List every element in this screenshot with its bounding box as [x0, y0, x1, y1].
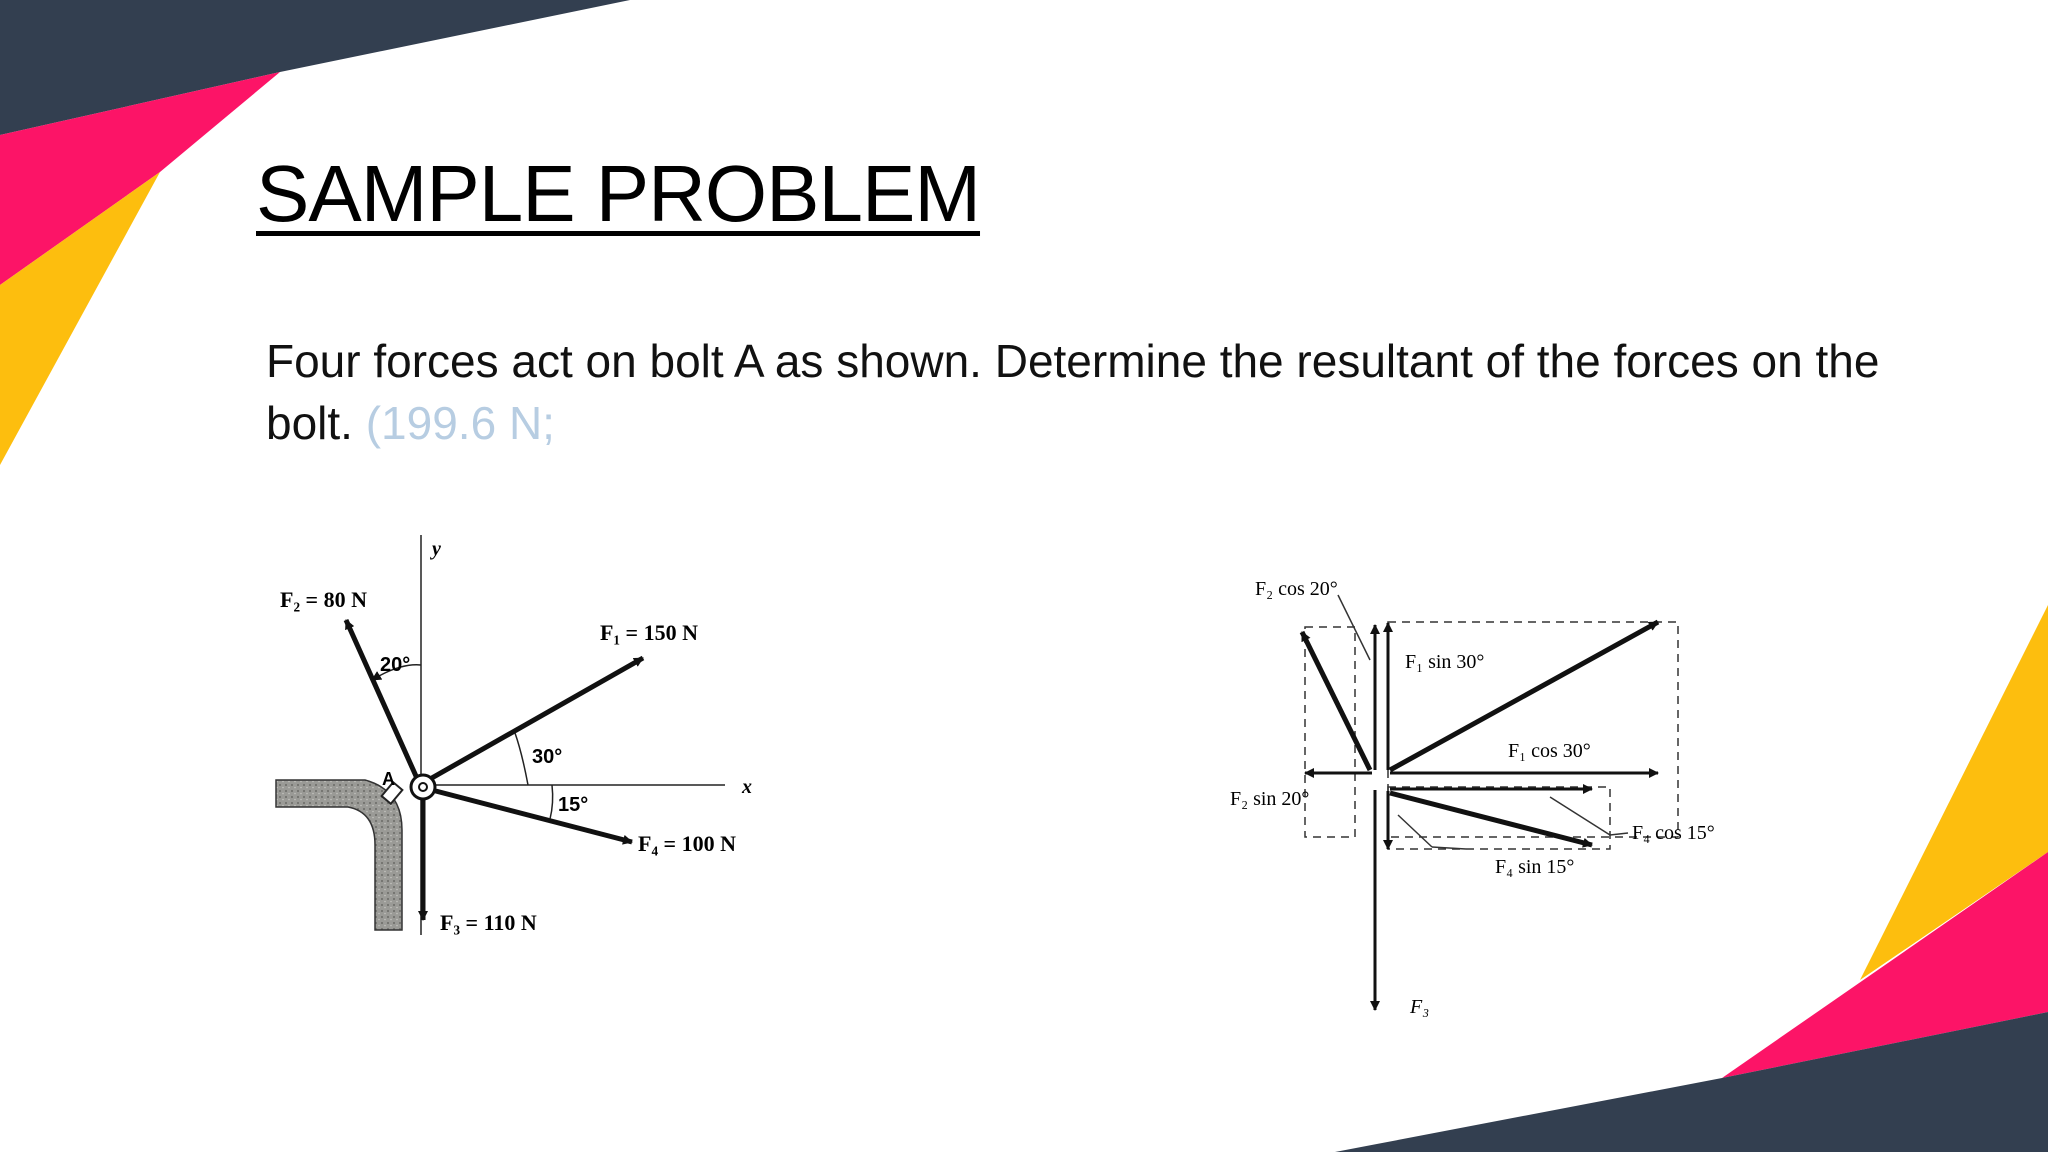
f3-label: F₃ = 110 N [440, 910, 537, 935]
leader-f4-cos [1550, 797, 1610, 835]
f2-arrow [1302, 632, 1370, 770]
angle-arc-f4 [550, 785, 553, 819]
problem-text: Four forces act on bolt A as shown. Determine the resultant of the forces on the bolt. [266, 335, 1880, 449]
angle-label-15: 15° [558, 794, 589, 816]
leader-f4-sin [1398, 815, 1432, 847]
f1-label: F₁ = 150 N [600, 620, 698, 645]
f4-sin-label: F₄ sin 15° [1495, 856, 1575, 878]
f2-sin-label: F₂ sin 20° [1230, 788, 1310, 810]
f4-arrow [428, 789, 632, 842]
answer-hint: (199.6 N; [365, 397, 555, 449]
force-components-diagram [1220, 565, 1760, 1035]
f1-sin-label: F₁ sin 30° [1405, 651, 1485, 673]
leader-f4-cos-2 [1610, 833, 1628, 835]
bracket-support [276, 780, 402, 930]
problem-statement [266, 330, 1906, 454]
f2-cos-label: F₂ cos 20° [1255, 578, 1338, 600]
bolt-a-center [419, 783, 427, 791]
angle-label-30: 30° [532, 746, 563, 768]
leader-f2-cos [1338, 595, 1370, 660]
y-axis-label: y [432, 538, 441, 560]
bolt-force-diagram [260, 525, 820, 950]
slide-title: SAMPLE PROBLEM [256, 149, 981, 238]
point-a-label: A [382, 769, 395, 789]
f4-label: F₄ = 100 N [638, 831, 736, 856]
f2-label: F₂ = 80 N [280, 587, 367, 612]
leader-f4-sin-2 [1432, 847, 1466, 849]
x-axis-label: x [742, 776, 752, 798]
f2-arrow [346, 620, 420, 785]
f4-cos-label: F₄ cos 15° [1632, 822, 1715, 844]
f1-cos-label: F₁ cos 30° [1508, 740, 1591, 762]
angle-arc-f1 [515, 733, 528, 785]
f3-label: F₃ [1410, 996, 1430, 1018]
angle-label-20: 20° [380, 654, 411, 676]
